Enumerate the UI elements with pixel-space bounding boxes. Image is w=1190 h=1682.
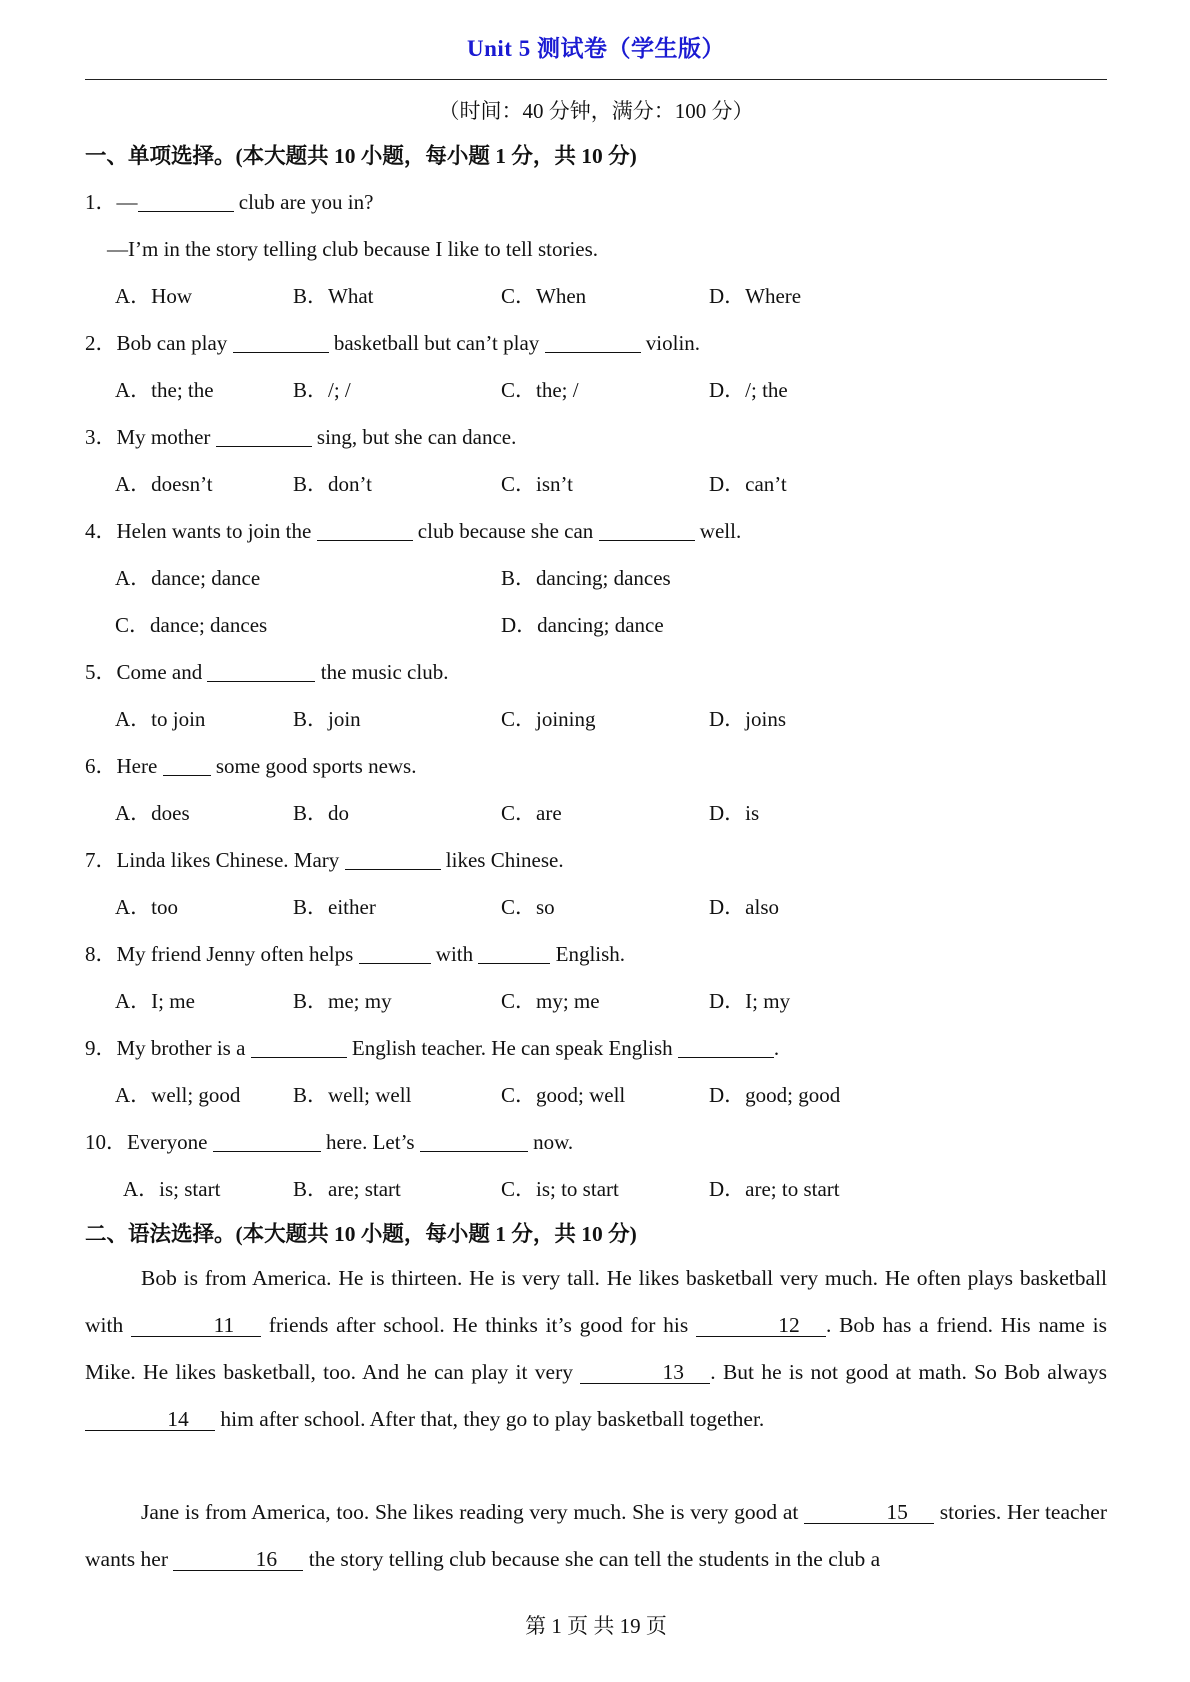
q7-option-d: D．also — [709, 895, 779, 919]
q4-blank-2 — [599, 520, 695, 541]
q5-tail: the music club. — [315, 660, 449, 684]
q8-option-c: C．my; me — [501, 989, 600, 1013]
q3-tail: sing, but she can dance. — [311, 425, 517, 449]
question-5 — [85, 659, 448, 685]
q5-option-a: A．to join — [115, 707, 206, 731]
q3-option-a: A．doesn’t — [115, 472, 213, 496]
q2-blank-2 — [545, 332, 641, 353]
exam-page — [85, 0, 1107, 1682]
q5-blank — [207, 661, 315, 682]
exam-meta: （时间：40 分钟，满分：100 分） — [438, 99, 754, 123]
q6-lead: 6．Here — [85, 754, 163, 778]
p2-text-1: Jane is from America, too. She likes reading very much. She is very good at — [141, 1500, 805, 1524]
q1-response: —I’m in the story telling club because I like to tell stories. — [107, 237, 599, 261]
q8-option-b: B．me; my — [293, 989, 392, 1013]
q2-option-c: C．the; / — [501, 378, 579, 402]
q8-blank-1 — [359, 943, 431, 964]
cloze-blank-13: 13 — [580, 1361, 710, 1384]
q10-option-c: C．is; to start — [501, 1177, 619, 1201]
q3-lead: 3．My mother — [85, 425, 216, 449]
q8-option-a: A．I; me — [115, 989, 195, 1013]
q8-mid: with — [430, 942, 479, 966]
q2-mid: basketball but can’t play — [328, 331, 545, 355]
q4-option-a: A．dance; dance — [115, 566, 261, 590]
p1-text-2: friends after school. He thinks it’s good for his — [260, 1313, 696, 1337]
q1-option-c: C．When — [501, 284, 587, 308]
q6-blank — [163, 755, 211, 776]
question-9 — [85, 1035, 779, 1061]
q2-option-a: A．the; the — [115, 378, 214, 402]
q9-option-b: B．well; well — [293, 1083, 412, 1107]
p1-text-3: . Bob has a friend. His name is Mike. He likes basketball, too. And he can play it very — [85, 1313, 1107, 1384]
question-7 — [85, 847, 564, 873]
q1-option-a: A．How — [115, 284, 192, 308]
q7-option-b: B．either — [293, 895, 376, 919]
cloze-blank-16: 16 — [173, 1548, 303, 1571]
q3-option-d: D．can’t — [709, 472, 787, 496]
page-number: 第 1 页 共 19 页 — [525, 1614, 667, 1638]
q2-option-d: D．/; the — [709, 378, 788, 402]
q9-option-c: C．good; well — [501, 1083, 626, 1107]
q10-option-d: D．are; to start — [709, 1177, 840, 1201]
q9-mid: English teacher. He can speak English — [346, 1036, 678, 1060]
q7-lead: 7．Linda likes Chinese. Mary — [85, 848, 345, 872]
q8-blank-2 — [478, 943, 550, 964]
q5-option-c: C．joining — [501, 707, 596, 731]
q5-option-d: D．joins — [709, 707, 787, 731]
q1-lead: 1．— — [85, 190, 138, 214]
q10-blank-2 — [420, 1131, 528, 1152]
p1-text-4: . But he is not good at math. So Bob always — [710, 1360, 1107, 1384]
question-10 — [85, 1129, 573, 1155]
q4-tail: well. — [694, 519, 742, 543]
q3-option-c: C．isn’t — [501, 472, 573, 496]
q4-lead: 4．Helen wants to join the — [85, 519, 317, 543]
q6-option-b: B．do — [293, 801, 350, 825]
q6-option-a: A．does — [115, 801, 190, 825]
p2-text-3: the story telling club because she can tell the students in the club a — [303, 1547, 881, 1571]
q7-blank — [345, 849, 441, 870]
question-8 — [85, 941, 625, 967]
cloze-blank-15: 15 — [804, 1501, 934, 1524]
q10-lead: 10．Everyone — [85, 1130, 213, 1154]
q9-blank-1 — [251, 1037, 347, 1058]
question-4 — [85, 518, 741, 544]
q2-option-b: B．/; / — [293, 378, 351, 402]
q6-option-d: D．is — [709, 801, 760, 825]
q8-option-d: D．I; my — [709, 989, 791, 1013]
cloze-paragraph-1 — [85, 1255, 1107, 1443]
q6-option-c: C．are — [501, 801, 562, 825]
q3-option-b: B．don’t — [293, 472, 372, 496]
q5-option-b: B．join — [293, 707, 361, 731]
q7-tail: likes Chinese. — [440, 848, 564, 872]
q2-blank-1 — [233, 332, 329, 353]
cloze-blank-11: 11 — [131, 1314, 261, 1337]
cloze-paragraph-2 — [85, 1489, 1107, 1583]
q10-option-b: B．are; start — [293, 1177, 401, 1201]
question-6 — [85, 753, 416, 779]
section2-heading: 二、语法选择。(本大题共 10 小题，每小题 1 分，共 10 分) — [85, 1222, 637, 1246]
q9-blank-2 — [678, 1037, 774, 1058]
p2-text-2: stories. Her teacher wants her — [85, 1500, 1107, 1571]
question-1 — [85, 189, 373, 215]
p1-text-5: him after school. After that, they go to play basketball together. — [215, 1407, 765, 1431]
q4-blank-1 — [317, 520, 413, 541]
q8-tail: English. — [550, 942, 626, 966]
q10-option-a: A．is; start — [123, 1177, 221, 1201]
q9-option-a: A．well; good — [115, 1083, 241, 1107]
q4-mid: club because she can — [412, 519, 599, 543]
cloze-blank-14: 14 — [85, 1408, 215, 1431]
q7-option-c: C．so — [501, 895, 555, 919]
q3-blank — [216, 426, 312, 447]
section1-heading: 一、单项选择。(本大题共 10 小题，每小题 1 分，共 10 分) — [85, 144, 637, 168]
header-divider — [85, 79, 1107, 80]
page-title: Unit 5 测试卷（学生版） — [467, 36, 725, 61]
question-3 — [85, 424, 516, 450]
q5-lead: 5．Come and — [85, 660, 208, 684]
q1-option-d: D．Where — [709, 284, 802, 308]
q2-lead: 2．Bob can play — [85, 331, 233, 355]
q4-option-d: D．dancing; dance — [501, 613, 664, 637]
q10-blank-1 — [213, 1131, 321, 1152]
q7-option-a: A．too — [115, 895, 178, 919]
q9-option-d: D．good; good — [709, 1083, 841, 1107]
q10-mid: here. Let’s — [320, 1130, 420, 1154]
q8-lead: 8．My friend Jenny often helps — [85, 942, 359, 966]
q10-tail: now. — [527, 1130, 574, 1154]
q9-lead: 9．My brother is a — [85, 1036, 251, 1060]
q4-option-b: B．dancing; dances — [501, 566, 671, 590]
q9-tail: . — [773, 1036, 780, 1060]
q1-blank — [138, 191, 234, 212]
p1-text-1: Bob is from America. He is thirteen. He is very tall. He likes basketball very much. He often plays basketball with — [85, 1266, 1107, 1337]
q2-tail: violin. — [640, 331, 701, 355]
cloze-blank-12: 12 — [696, 1314, 826, 1337]
question-2 — [85, 330, 700, 356]
q4-option-c: C．dance; dances — [115, 613, 268, 637]
q6-tail: some good sports news. — [210, 754, 417, 778]
q1-tail: club are you in? — [233, 190, 374, 214]
q1-option-b: B．What — [293, 284, 374, 308]
